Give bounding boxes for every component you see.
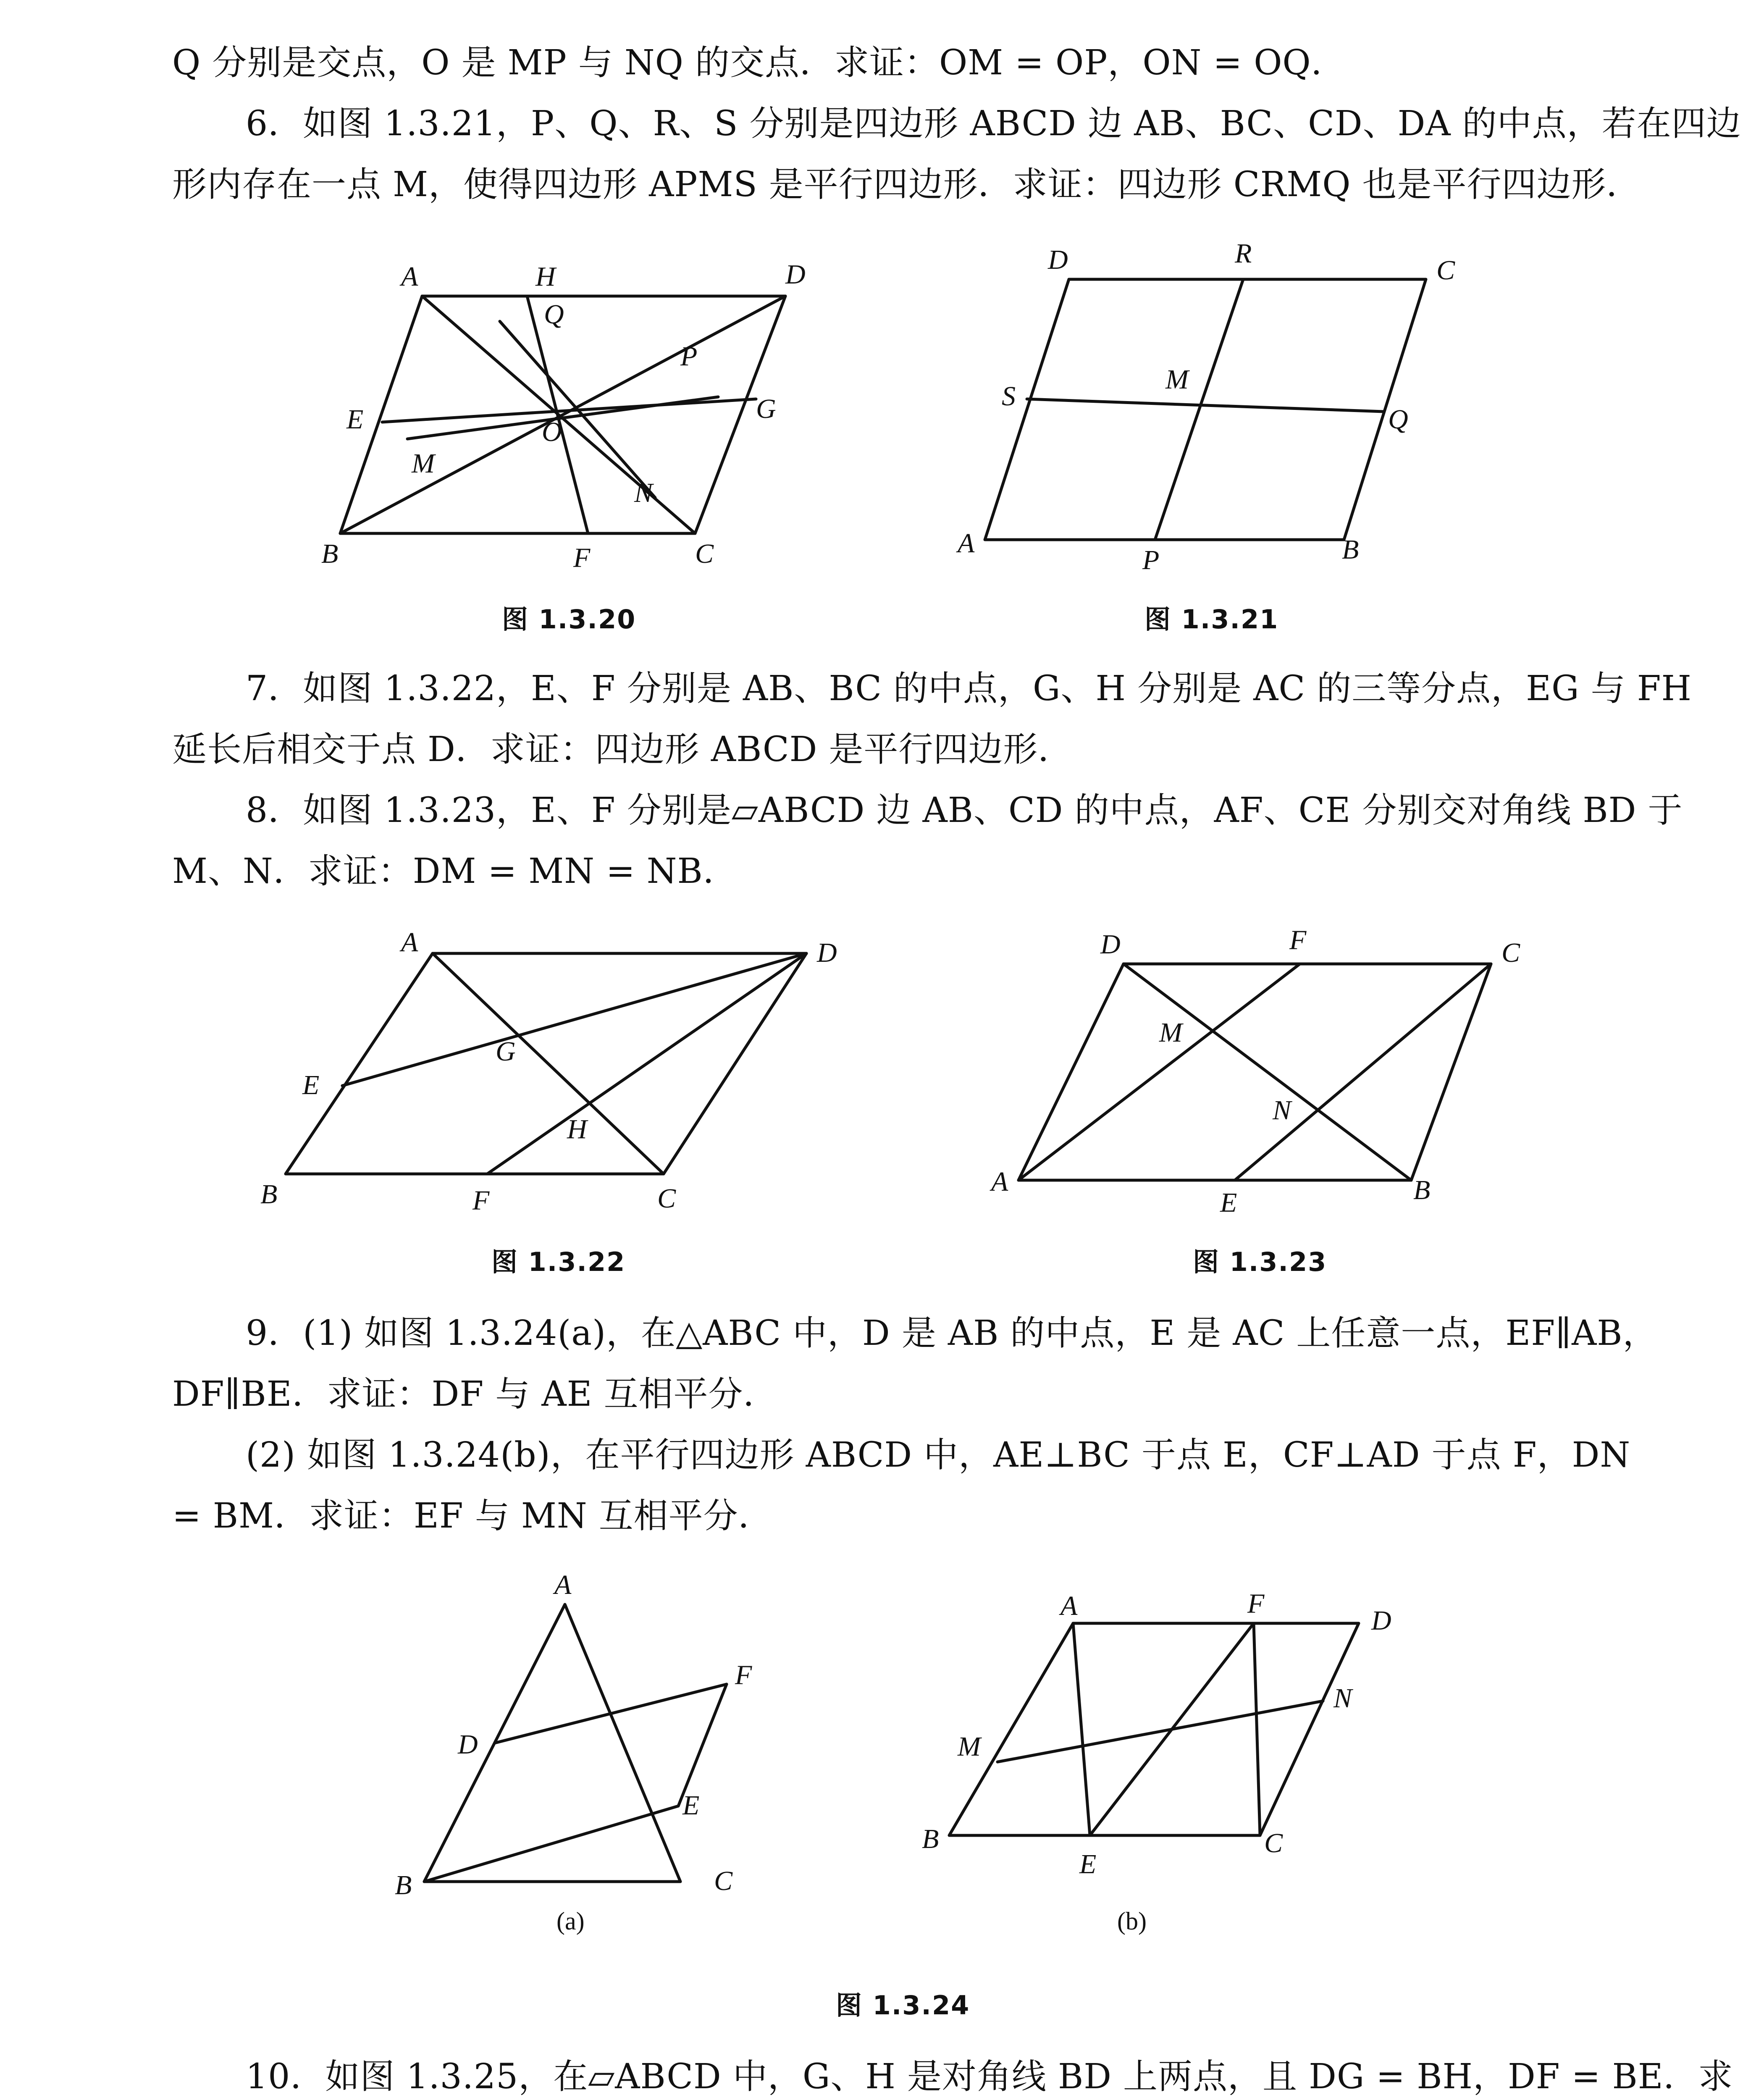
fig22-label-D: D: [817, 937, 837, 968]
caption-fig20: 图 1.3.20: [502, 604, 636, 635]
fig20-label-E: E: [346, 404, 364, 435]
text-line-2: 6．如图 1.3.21，P、Q、R、S 分别是四边形 ABCD 边 AB、BC、CD、DA 的中点，若在四边: [246, 104, 1741, 144]
fig21-line-RP: [1155, 279, 1243, 540]
fig21-label-R: R: [1235, 238, 1252, 269]
fig21-line-SQ: [1027, 399, 1384, 412]
figure-1-3-22: [252, 916, 861, 1235]
text-line-9: DF∥BE．求证：DF 与 AE 互相平分．: [172, 1374, 778, 1414]
fig24a-label-A: A: [554, 1570, 572, 1600]
fig23-parallelogram: [1018, 964, 1491, 1180]
caption-fig21: 图 1.3.21: [1144, 604, 1279, 635]
fig22-label-H: H: [567, 1114, 587, 1144]
figure-1-3-23: [974, 918, 1562, 1237]
fig23-label-C: C: [1502, 937, 1520, 968]
subcaption-b: (b): [1117, 1907, 1147, 1935]
fig20-label-H: H: [536, 261, 556, 292]
figure-1-3-20: [302, 239, 827, 588]
fig20-label-A: A: [401, 261, 418, 292]
fig23-label-A: A: [991, 1166, 1008, 1197]
fig24b-label-B: B: [922, 1824, 939, 1854]
fig24a-label-F: F: [735, 1660, 752, 1690]
fig23-line-AF: [1018, 964, 1300, 1180]
fig23-line-BD: [1124, 964, 1411, 1180]
fig24b-label-A: A: [1060, 1591, 1078, 1621]
fig23-label-F: F: [1289, 925, 1307, 956]
subcaption-a: (a): [556, 1907, 585, 1935]
fig21-label-B: B: [1342, 534, 1359, 565]
fig24a-line-FE: [678, 1684, 727, 1806]
fig24b-label-M: M: [958, 1731, 981, 1762]
fig20-label-B: B: [321, 538, 339, 569]
text-line-6: 8．如图 1.3.23，E、F 分别是▱ABCD 边 AB、CD 的中点，AF、CE 分别交对角线 BD 于: [246, 790, 1683, 830]
fig24a-line-DF: [495, 1684, 727, 1743]
text-line-4: 7．如图 1.3.22，E、F 分别是 AB、BC 的中点，G、H 分别是 AC 的三等分点，EG 与 FH: [246, 669, 1692, 709]
fig22-label-E: E: [302, 1070, 320, 1100]
fig20-label-N: N: [634, 478, 653, 508]
fig22-line-ED: [342, 953, 806, 1086]
fig20-label-D: D: [785, 259, 806, 290]
fig24b-label-E: E: [1079, 1849, 1097, 1880]
fig20-line-BD: [340, 296, 785, 533]
caption-fig24: 图 1.3.24: [836, 1990, 970, 2021]
fig22-label-G: G: [496, 1036, 516, 1067]
fig24b-line-AE: [1073, 1623, 1090, 1835]
figure-1-3-21: [932, 227, 1470, 588]
fig20-label-P: P: [680, 341, 698, 372]
fig22-label-F: F: [472, 1185, 490, 1216]
fig23-label-N: N: [1273, 1095, 1292, 1126]
fig22-label-B: B: [260, 1179, 278, 1210]
fig24b-label-N: N: [1334, 1683, 1352, 1714]
fig20-label-G: G: [756, 394, 776, 424]
fig24b-line-MN: [998, 1701, 1323, 1762]
fig24b-parallelogram: [949, 1623, 1359, 1835]
figure-1-3-24a: [378, 1558, 781, 1919]
fig21-label-S: S: [1002, 381, 1016, 412]
caption-fig22: 图 1.3.22: [491, 1247, 626, 1277]
fig24a-line-BE: [424, 1806, 678, 1882]
fig23-label-E: E: [1220, 1187, 1237, 1218]
fig24a-label-E: E: [682, 1790, 700, 1821]
fig22-line-AC: [433, 953, 664, 1174]
text-line-10: (2) 如图 1.3.24(b)，在平行四边形 ABCD 中，AE⊥BC 于点 E，CF⊥AD 于点 F，DN: [246, 1435, 1631, 1475]
fig21-label-P: P: [1142, 545, 1160, 575]
fig22-line-FD: [487, 953, 806, 1174]
fig24a-label-B: B: [395, 1870, 412, 1900]
text-line-7: M、N．求证：DM = MN = NB．: [172, 851, 738, 891]
fig21-label-M: M: [1166, 364, 1189, 395]
fig23-label-M: M: [1159, 1017, 1182, 1048]
fig24b-label-D: D: [1371, 1605, 1391, 1636]
caption-fig23: 图 1.3.23: [1193, 1247, 1327, 1277]
fig22-label-A: A: [401, 927, 418, 958]
fig20-label-M: M: [412, 448, 435, 479]
text-line-3: 形内存在一点 M，使得四边形 APMS 是平行四边形．求证：四边形 CRMQ 也是平行四边形．: [172, 165, 1641, 205]
fig24b-line-CF: [1254, 1623, 1260, 1835]
text-line-8: 9．(1) 如图 1.3.24(a)，在△ABC 中，D 是 AB 的中点，E 是 AC 上任意一点，EF∥AB，: [246, 1313, 1658, 1353]
fig20-label-Q: Q: [544, 299, 564, 330]
fig20-line-EG: [382, 399, 756, 422]
fig24b-label-F: F: [1247, 1588, 1265, 1619]
fig24b-label-C: C: [1264, 1828, 1283, 1858]
fig21-label-C: C: [1436, 255, 1455, 286]
fig20-label-F: F: [573, 543, 591, 573]
fig21-label-Q: Q: [1388, 404, 1408, 435]
text-line-5: 延长后相交于点 D．求证：四边形 ABCD 是平行四边形．: [172, 730, 1073, 769]
fig23-label-B: B: [1413, 1175, 1431, 1205]
fig24a-label-C: C: [714, 1866, 733, 1896]
fig23-label-D: D: [1100, 929, 1121, 960]
text-line-11: = BM．求证：EF 与 MN 互相平分．: [172, 1496, 773, 1536]
fig21-label-A: A: [958, 528, 975, 559]
fig21-label-D: D: [1048, 244, 1068, 275]
fig20-label-C: C: [695, 538, 714, 569]
fig24a-label-D: D: [458, 1729, 478, 1760]
text-line-12: 10．如图 1.3.25，在▱ABCD 中，G、H 是对角线 BD 上两点，且 DG = BH，DF = BE．求: [246, 2057, 1733, 2097]
fig20-label-O: O: [542, 417, 562, 447]
figure-1-3-24b: [903, 1579, 1449, 1890]
fig22-label-C: C: [657, 1183, 676, 1214]
text-line-1: Q 分别是交点，O 是 MP 与 NQ 的交点．求证：OM = OP，ON = OQ．: [172, 43, 1346, 83]
